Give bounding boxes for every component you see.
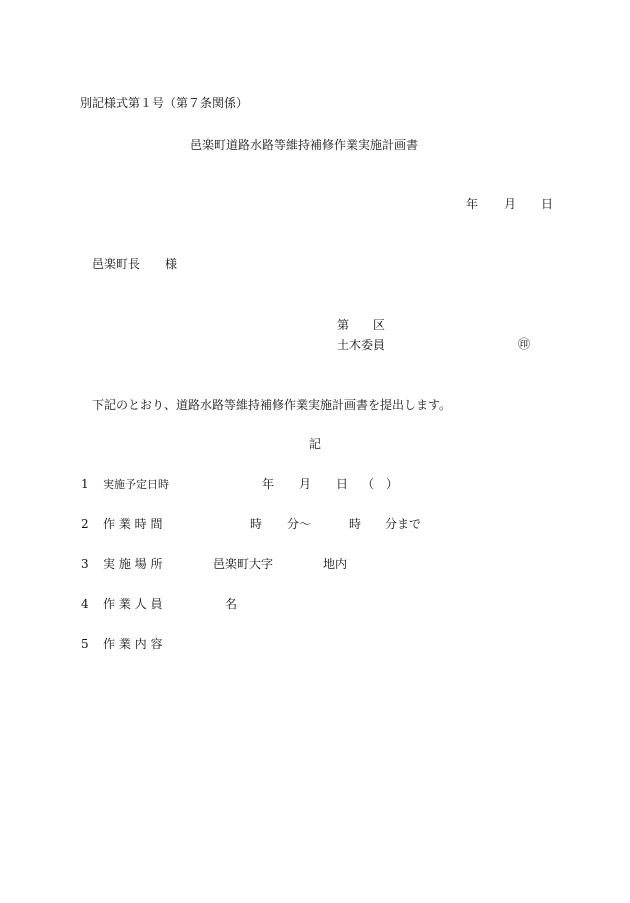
- item-label: 作 業 時 間: [103, 517, 163, 531]
- item-field-start-minute: 分～: [287, 517, 312, 531]
- item-field-year: 年: [262, 477, 275, 491]
- item-field-day: 日: [336, 477, 349, 491]
- ki-heading: 記: [309, 437, 322, 451]
- item-number: 4: [81, 597, 89, 611]
- item-field-district: 邑楽町大字: [213, 557, 274, 571]
- item-number: 1: [81, 477, 89, 491]
- item-label: 実 施 場 所: [103, 557, 163, 571]
- intro-text: 下記のとおり、道路水路等維持補修作業実施計画書を提出します。: [92, 398, 452, 412]
- item-label: 作 業 人 員: [103, 597, 163, 611]
- date-month-label: 月: [504, 197, 517, 211]
- item-number: 3: [81, 557, 89, 571]
- item-field-month: 月: [299, 477, 312, 491]
- addressee-name: 邑楽町長: [92, 257, 141, 271]
- submitter-role: 土木委員: [337, 338, 386, 352]
- seal-mark: ㊞: [518, 337, 531, 351]
- item-field-end-minute: 分まで: [385, 517, 422, 531]
- item-field-people-count: 名: [225, 597, 238, 611]
- item-label: 実施予定日時: [103, 478, 169, 491]
- item-number: 2: [81, 517, 89, 531]
- item-field-end-hour: 時: [349, 517, 362, 531]
- date-year-label: 年: [466, 197, 479, 211]
- date-day-label: 日: [541, 197, 554, 211]
- item-number: 5: [81, 637, 89, 651]
- addressee-honorific: 様: [165, 257, 178, 271]
- item-field-weekday: （ ）: [362, 477, 399, 491]
- item-field-start-hour: 時: [250, 517, 263, 531]
- district-suffix: 区: [373, 318, 386, 332]
- district-prefix: 第: [337, 318, 350, 332]
- item-label: 作 業 内 容: [103, 637, 163, 651]
- form-id: 別記様式第１号（第７条関係）: [80, 96, 249, 110]
- item-field-location: 地内: [323, 557, 348, 571]
- document-title: 邑楽町道路水路等維持補修作業実施計画書: [190, 138, 419, 152]
